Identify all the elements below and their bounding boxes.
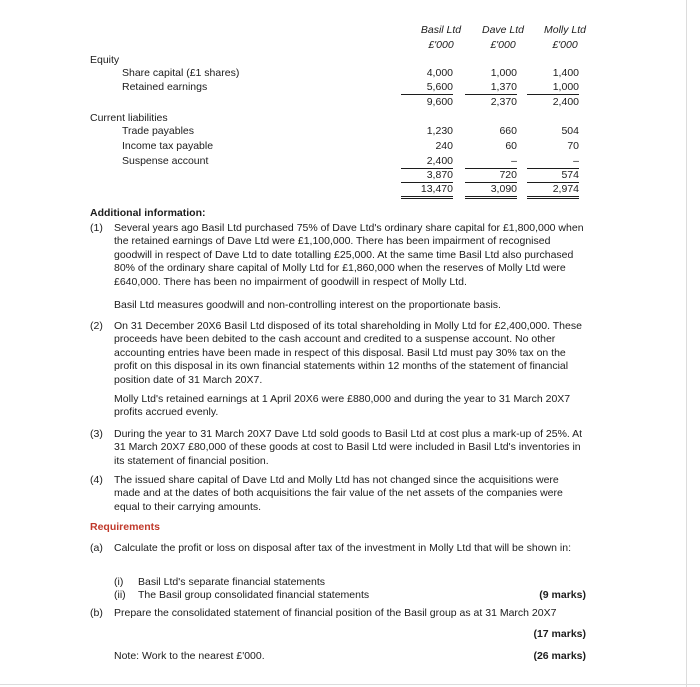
req-a-marks: (9 marks) xyxy=(539,589,586,601)
item-3-text: During the year to 31 March 20X7 Dave Ltd sold goods to Basil Ltd at cost plus a mark-up of 25%. At 31 March 20X7 £80,000 of these goods at cost to Basil Ltd were included in Basil Ltd's inventories in its statement of financial position. xyxy=(114,428,583,467)
cell-liabilities-total-molly: 574 xyxy=(527,169,579,183)
req-b-marks: (17 marks) xyxy=(533,628,586,640)
note-nearest-thousand: Note: Work to the nearest £'000. xyxy=(114,650,265,662)
cell-suspense-molly: – xyxy=(527,155,579,169)
cell-income-tax-dave: 60 xyxy=(505,140,517,152)
cell-trade-payables-molly: 504 xyxy=(561,125,579,137)
row-label-share-capital: Share capital (£1 shares) xyxy=(122,67,240,79)
cell-trade-payables-basil: 1,230 xyxy=(426,125,453,137)
item-1-number: (1) xyxy=(90,222,103,234)
cell-share-capital-molly: 1,400 xyxy=(552,67,579,79)
section-equity-label: Equity xyxy=(90,54,120,66)
total-marks: (26 marks) xyxy=(533,650,586,662)
req-a-number: (a) xyxy=(90,542,103,554)
requirements-title: Requirements xyxy=(90,521,161,533)
cell-grand-total-basil: 13,470 xyxy=(401,183,453,199)
cell-trade-payables-dave: 660 xyxy=(499,125,517,137)
req-b-text: Prepare the consolidated statement of financial position of the Basil group as at 31 March 20X7 xyxy=(114,607,557,619)
item-4-number: (4) xyxy=(90,474,103,486)
page-edge-right xyxy=(686,0,687,687)
cell-retained-dave: 1,370 xyxy=(465,81,517,95)
req-a-ii-number: (ii) xyxy=(114,589,126,601)
req-a-text: Calculate the profit or loss on disposal after tax of the investment in Molly Ltd that will be shown in: xyxy=(114,542,571,554)
row-label-suspense: Suspense account xyxy=(122,155,209,167)
cell-equity-total-basil: 9,600 xyxy=(426,96,453,108)
req-b-number: (b) xyxy=(90,607,103,619)
item-4-text: The issued share capital of Dave Ltd and Molly Ltd has not changed since the acquisitions were made and at the dates of both acquisitions the fair value of the net assets of the companies were equal to their carrying amounts. xyxy=(114,474,563,513)
req-a-ii-text: The Basil group consolidated financial statements xyxy=(138,589,370,601)
item-1-text: Several years ago Basil Ltd purchased 75% of Dave Ltd's ordinary share capital for £1,800,000 when the retained earnings of Dave Ltd were £1,100,000. There has been impairment of recognised goodwill in respect of Dave Ltd to date totalling £25,000. At the same time Basil Ltd also purchased 80% of the ordinary share capital of Molly Ltd for £1,860,000 when the reserves of Molly Ltd were £640,000. There has been no impairment of goodwill in respect of Molly Ltd. xyxy=(114,222,584,288)
header-basil-name: Basil Ltd xyxy=(420,24,462,36)
req-a-i-number: (i) xyxy=(114,576,124,588)
header-molly-name: Molly Ltd xyxy=(543,24,586,36)
cell-share-capital-basil: 4,000 xyxy=(426,67,453,79)
cell-suspense-basil: 2,400 xyxy=(401,155,453,169)
section-liabilities-label: Current liabilities xyxy=(90,112,168,124)
row-label-trade-payables: Trade payables xyxy=(122,125,194,137)
cell-income-tax-basil: 240 xyxy=(435,140,453,152)
cell-retained-basil: 5,600 xyxy=(401,81,453,95)
cell-retained-molly: 1,000 xyxy=(527,81,579,95)
header-dave-name: Dave Ltd xyxy=(481,24,525,36)
item-1-note: Basil Ltd measures goodwill and non-controlling interest on the proportionate basis. xyxy=(114,299,501,311)
cell-suspense-dave: – xyxy=(465,155,517,169)
header-molly-unit: £'000 xyxy=(552,39,578,51)
cell-equity-total-molly: 2,400 xyxy=(552,96,579,108)
req-a-i-text: Basil Ltd's separate financial statements xyxy=(138,576,326,588)
page-edge-bottom xyxy=(0,684,700,685)
cell-liabilities-total-dave: 720 xyxy=(465,169,517,183)
cell-income-tax-molly: 70 xyxy=(567,140,579,152)
item-2-number: (2) xyxy=(90,320,103,332)
cell-equity-total-dave: 2,370 xyxy=(490,96,517,108)
cell-liabilities-total-basil: 3,870 xyxy=(401,169,453,183)
item-2-text: On 31 December 20X6 Basil Ltd disposed of its total shareholding in Molly Ltd for £2,400,000. These proceeds have been debited to the cash account and credited to a suspense account. No other accounting entries have been made in respect of this disposal. Basil Ltd must pay 30% tax on the profit on this disposal in its own financial statements within 12 months of the statement of financial position date of 31 March 20X7. xyxy=(114,320,582,386)
row-label-income-tax: Income tax payable xyxy=(122,140,214,152)
cell-grand-total-molly: 2,974 xyxy=(527,183,579,199)
row-label-retained-earnings: Retained earnings xyxy=(122,81,208,93)
cell-grand-total-dave: 3,090 xyxy=(465,183,517,199)
additional-info-title: Additional information: xyxy=(90,207,206,219)
cell-share-capital-dave: 1,000 xyxy=(490,67,517,79)
item-2-note: Molly Ltd's retained earnings at 1 April 20X6 were £880,000 and during the year to 31 March 20X7 profits accrued evenly. xyxy=(114,393,571,419)
header-basil-unit: £'000 xyxy=(428,39,454,51)
header-dave-unit: £'000 xyxy=(490,39,516,51)
item-3-number: (3) xyxy=(90,428,103,440)
